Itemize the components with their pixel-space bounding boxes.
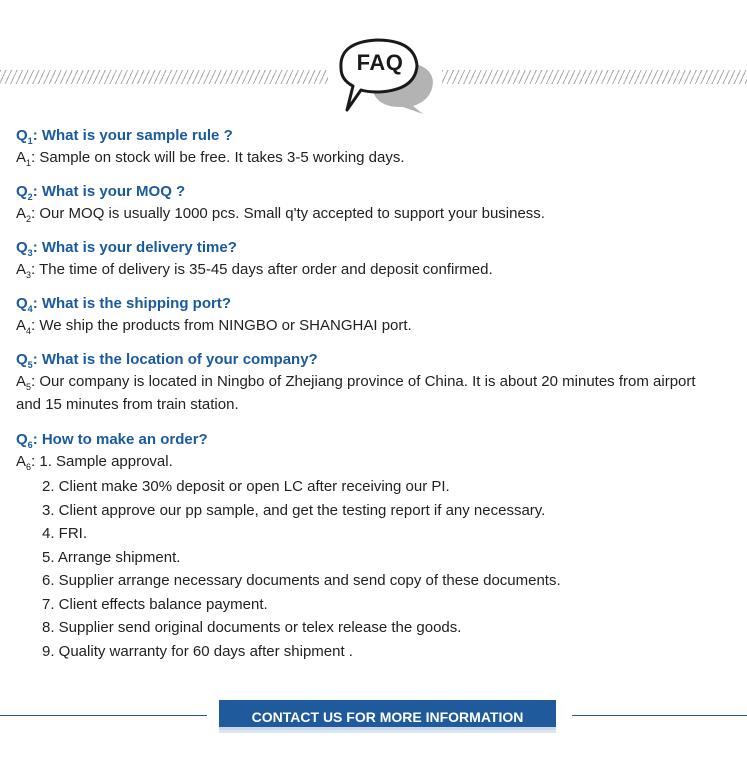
order-step: 7. Client effects balance payment. <box>42 595 268 613</box>
order-step: 6. Supplier arrange necessary documents and send copy of these documents. <box>42 572 561 589</box>
faq-answer: $A_6$: 1. Sample approval. <box>16 453 173 472</box>
order-steps-list <box>42 475 642 663</box>
order-step: 9. Quality warranty for 60 days after shipment . <box>42 642 353 660</box>
faq-question: $Q_6$: How to make an order? <box>16 431 208 450</box>
order-step: 2. Client make 30% deposit or open LC after receiving our PI. <box>42 478 450 495</box>
faq-answer-continued: and 15 minutes from train station. <box>16 396 239 413</box>
faq-question: $Q_3$: What is your delivery time? <box>16 239 237 258</box>
faq-answer: $A_2$: Our MOQ is usually 1000 pcs. Small q'ty accepted to support your business. <box>16 205 545 224</box>
faq-answer: $A_1$: Sample on stock will be free. It takes 3-5 working days. <box>16 149 405 168</box>
faq-answer: $A_4$: We ship the products from NINGBO or SHANGHAI port. <box>16 317 412 336</box>
order-step: 3. Client approve our pp sample, and get the testing report if any necessary. <box>42 501 546 519</box>
faq-item <box>16 182 736 225</box>
footer-divider-left <box>0 715 207 716</box>
header-divider-right <box>442 70 747 84</box>
order-step: 5. Arrange shipment. <box>42 548 181 566</box>
order-step: 4. FRI. <box>42 525 88 542</box>
faq-question: $Q_1$: What is your sample rule ? <box>16 127 233 146</box>
faq-question: $Q_5$: What is the location of your company? <box>16 351 318 370</box>
faq-question: $Q_2$: What is your MOQ ? <box>16 183 186 202</box>
contact-us-button[interactable]: CONTACT US FOR MORE INFORMATION <box>219 700 556 733</box>
faq-answer: $A_3$: The time of delivery is 35-45 days after order and deposit confirmed. <box>16 261 493 280</box>
header-divider-left <box>0 70 328 84</box>
faq-answer: $A_5$: Our company is located in Ningbo of Zhejiang province of China. It is about 20 minutes from airport <box>16 373 696 392</box>
faq-badge-text: FAQ <box>356 50 404 75</box>
faq-question: $Q_4$: What is the shipping port? <box>16 295 231 314</box>
order-step: 8. Supplier send original documents or telex release the goods. <box>42 619 462 636</box>
faq-item <box>16 350 736 416</box>
faq-item <box>16 126 736 169</box>
faq-item <box>16 238 736 281</box>
footer-divider-right <box>572 715 747 716</box>
faq-item <box>16 294 736 337</box>
faq-item <box>16 430 736 473</box>
